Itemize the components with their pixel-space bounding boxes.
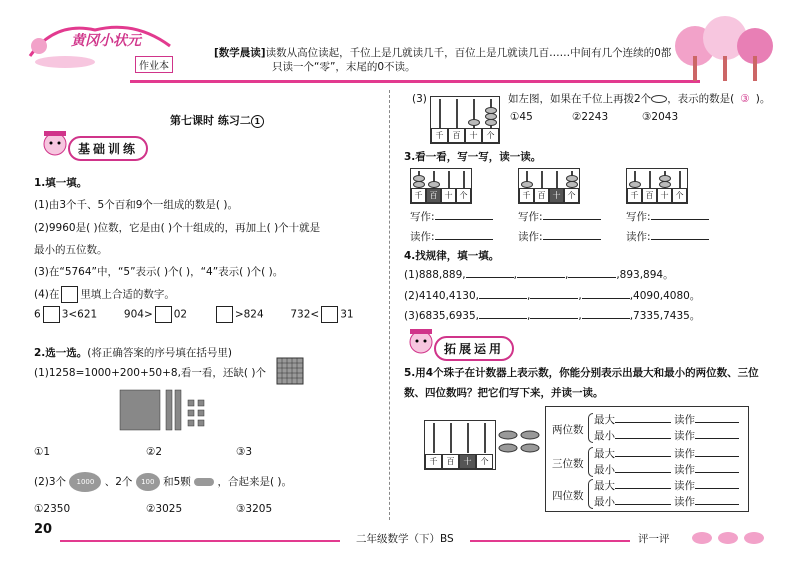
read-blank[interactable] (695, 446, 739, 457)
read-blank[interactable] (695, 412, 739, 423)
abacus-label: 百 (448, 128, 465, 143)
q3-opt-a[interactable]: ①45 (510, 111, 533, 123)
read-blank[interactable] (695, 494, 739, 505)
abacus-label: 百 (534, 188, 549, 203)
min-label: 最小 (594, 430, 615, 442)
q3-opt-b[interactable]: ②2243 (572, 111, 609, 123)
footer-bar-left (60, 540, 340, 542)
read-label: 读作 (674, 414, 695, 426)
bag-100-icon: 100 (136, 473, 160, 491)
lesson-title: 第七课时 练习二 (170, 114, 251, 127)
seq-blank[interactable] (466, 267, 514, 278)
q2-line2a: (2)3个 (34, 476, 67, 488)
q1-line2: (2)9960是( )位数，它是由( )个十组成的，再加上( )个十就是 (34, 222, 321, 234)
abacus-c (626, 168, 688, 204)
write-label: 写作: (626, 211, 651, 223)
column-divider (389, 90, 390, 520)
cmp-text: 732< (290, 308, 320, 321)
q2-line2c: 和5颗 (163, 476, 191, 488)
read-label: 读作 (674, 448, 695, 460)
seq-blank[interactable] (479, 308, 527, 319)
q2-opt2-c[interactable]: ③3205 (236, 503, 273, 515)
q4-l3a: (3)6835,6935, (404, 310, 479, 322)
bead-icon (194, 478, 214, 486)
q2-line2d: ，合起来是( )。 (217, 476, 293, 488)
value-blank[interactable] (615, 494, 671, 505)
abacus-label: 十 (465, 128, 482, 143)
header-logo (25, 16, 175, 74)
footer-book: 二年级数学（下）BS (356, 533, 454, 545)
seq-blank[interactable] (530, 308, 578, 319)
answer-box[interactable] (216, 306, 233, 323)
abacus-label: 个 (476, 454, 493, 469)
q1-line4: (3)在“5764”中，“5”表示( )个( )，“4”表示( )个( )。 (34, 266, 284, 278)
cmp-text: 02 (173, 308, 188, 321)
abacus-label: 个 (456, 188, 471, 203)
seq-blank[interactable] (568, 267, 616, 278)
cmp-text: 3<621 (61, 308, 98, 321)
row-label: 两位数 (552, 424, 584, 436)
value-blank[interactable] (615, 412, 671, 423)
abacus-label: 百 (642, 188, 657, 203)
write-label: 写作: (518, 211, 543, 223)
q2-title: 2.选一选。 (34, 347, 88, 359)
q3b-title: 3.看一看，写一写，读一读。 (404, 151, 542, 163)
q2-opt1-c[interactable]: ③3 (236, 446, 253, 458)
q5-line2: 数、四位数吗？把它们写下来，并读一读。 (404, 387, 604, 399)
abacus-label: 十 (459, 454, 476, 469)
q2-opt2-b[interactable]: ②3025 (146, 503, 183, 515)
q2-opt1-b[interactable]: ②2 (146, 446, 163, 458)
read-blank[interactable] (651, 229, 709, 240)
header-bar (130, 80, 700, 83)
abacus-label: 十 (441, 188, 456, 203)
cmp-text: 904> (123, 308, 153, 321)
lesson-number: 1 (251, 115, 264, 128)
abacus-label: 十 (549, 188, 564, 203)
abacus-label: 千 (431, 128, 448, 143)
answer-box[interactable] (61, 286, 78, 303)
read-blank[interactable] (695, 462, 739, 473)
rating-icons (690, 528, 770, 546)
q4-l1a: (1)888,889, (404, 269, 466, 281)
read-blank[interactable] (695, 478, 739, 489)
q5-line1: 5.用4个珠子在计数器上表示数，你能分别表示出最大和最小的两位数、三位 (404, 367, 759, 379)
abacus-label: 个 (482, 128, 499, 143)
section-extend: 拓展运用 (434, 336, 514, 361)
cmp-text: 6 (34, 308, 41, 321)
read-blank[interactable] (543, 229, 601, 240)
max-label: 最大 (594, 414, 615, 426)
read-label: 读作 (674, 480, 695, 492)
abacus-label: 百 (442, 454, 459, 469)
subtitle: 作业本 (135, 56, 173, 73)
blocks-illustration-icon (118, 380, 258, 440)
q3-label: (3) (412, 93, 427, 105)
max-label: 最大 (594, 480, 615, 492)
abacus-label: 个 (564, 188, 579, 203)
reading-line2: 只读一个“零”，末尾的0不读。 (272, 61, 416, 73)
reading-title: [数学晨读] (214, 47, 266, 59)
tree-decoration-icon (665, 16, 780, 86)
value-blank[interactable] (615, 428, 671, 439)
read-label: 读作 (674, 464, 695, 476)
q3-answer: ③ (740, 93, 750, 105)
answer-table (545, 406, 749, 512)
q1-line5b: 里填上合适的数字。 (80, 288, 175, 301)
q4-l2a: (2)4140,4130, (404, 290, 479, 302)
hundred-grid-icon (276, 357, 304, 385)
write-label: 写作: (410, 211, 435, 223)
answer-box[interactable] (155, 306, 172, 323)
max-label: 最大 (594, 448, 615, 460)
abacus-label: 千 (627, 188, 642, 203)
q2-opt1-a[interactable]: ①1 (34, 446, 51, 458)
abacus-q5 (424, 420, 496, 470)
q3-text: 如左图，如果在千位上再拨2个 (508, 93, 652, 105)
q4-l3b: 7335,7435。 (633, 310, 701, 322)
footer-bar-right (470, 540, 630, 542)
write-blank[interactable] (435, 209, 493, 220)
seq-blank[interactable] (582, 288, 630, 299)
q1-line5a: (4)在 (34, 288, 60, 301)
min-label: 最小 (594, 496, 615, 508)
row-label: 四位数 (552, 490, 584, 502)
q4-l2b: 4090,4080。 (633, 290, 701, 302)
abacus-label: 百 (426, 188, 441, 203)
footer-rate: 评一评 (638, 533, 670, 545)
seq-blank[interactable] (517, 267, 565, 278)
q4-l1b: 893,894。 (619, 269, 674, 281)
read-blank[interactable] (435, 229, 493, 240)
logo-text: 黄冈小状元 (71, 33, 141, 49)
row-label: 三位数 (552, 458, 584, 470)
write-blank[interactable] (543, 209, 601, 220)
read-label: 读作: (626, 231, 651, 243)
abacus-b (518, 168, 580, 204)
q3-opt-c[interactable]: ③2043 (642, 111, 679, 123)
section-basic: 基础训练 (68, 136, 148, 161)
abacus-label: 千 (519, 188, 534, 203)
read-blank[interactable] (695, 428, 739, 439)
bag-1000-icon: 1000 (69, 472, 101, 492)
min-label: 最小 (594, 464, 615, 476)
value-blank[interactable] (615, 462, 671, 473)
answer-box[interactable] (43, 306, 60, 323)
q4-title: 4.找规律，填一填。 (404, 250, 500, 262)
beads-icon (498, 428, 542, 456)
abacus-label: 个 (672, 188, 687, 203)
q3-end: )。 (755, 93, 771, 105)
abacus-label: 十 (657, 188, 672, 203)
write-blank[interactable] (651, 209, 709, 220)
abacus-q3 (430, 96, 500, 144)
abacus-a (410, 168, 472, 204)
seq-blank[interactable] (582, 308, 630, 319)
q2-line2b: 、2个 (104, 476, 133, 488)
read-label: 读作 (674, 496, 695, 508)
boy-icon (404, 326, 438, 362)
value-blank[interactable] (615, 478, 671, 489)
abacus-label: 千 (425, 454, 442, 469)
read-label: 读作: (410, 231, 435, 243)
answer-box[interactable] (321, 306, 338, 323)
seq-blank[interactable] (530, 288, 578, 299)
seq-blank[interactable] (479, 288, 527, 299)
cmp-text: 31 (340, 308, 354, 321)
q3-text2: ，表示的数是( (667, 93, 735, 105)
q1-title: 1.填一填。 (34, 177, 88, 189)
abacus-label: 千 (411, 188, 426, 203)
reading-line1: 读数从高位读起，千位上是几就读几千，百位上是几就读几百……中间有几个连续的0都 (265, 47, 672, 59)
girl-icon (38, 128, 72, 164)
read-label: 读作: (518, 231, 543, 243)
bead-icon (651, 95, 667, 103)
value-blank[interactable] (615, 446, 671, 457)
q1-line1: (1)由3个千、5个百和9个一组成的数是( )。 (34, 199, 238, 211)
q2-opt2-a[interactable]: ①2350 (34, 503, 71, 515)
read-label: 读作 (674, 430, 695, 442)
q1-line3: 最小的五位数。 (34, 244, 108, 256)
cmp-text: >824 (234, 308, 264, 321)
q2-line1: (1)1258=1000+200+50+8,看一看，还缺( )个 (34, 367, 266, 379)
page-number: 20 (34, 522, 53, 537)
q2-title-note: (将正确答案的序号填在括号里) (87, 347, 232, 359)
